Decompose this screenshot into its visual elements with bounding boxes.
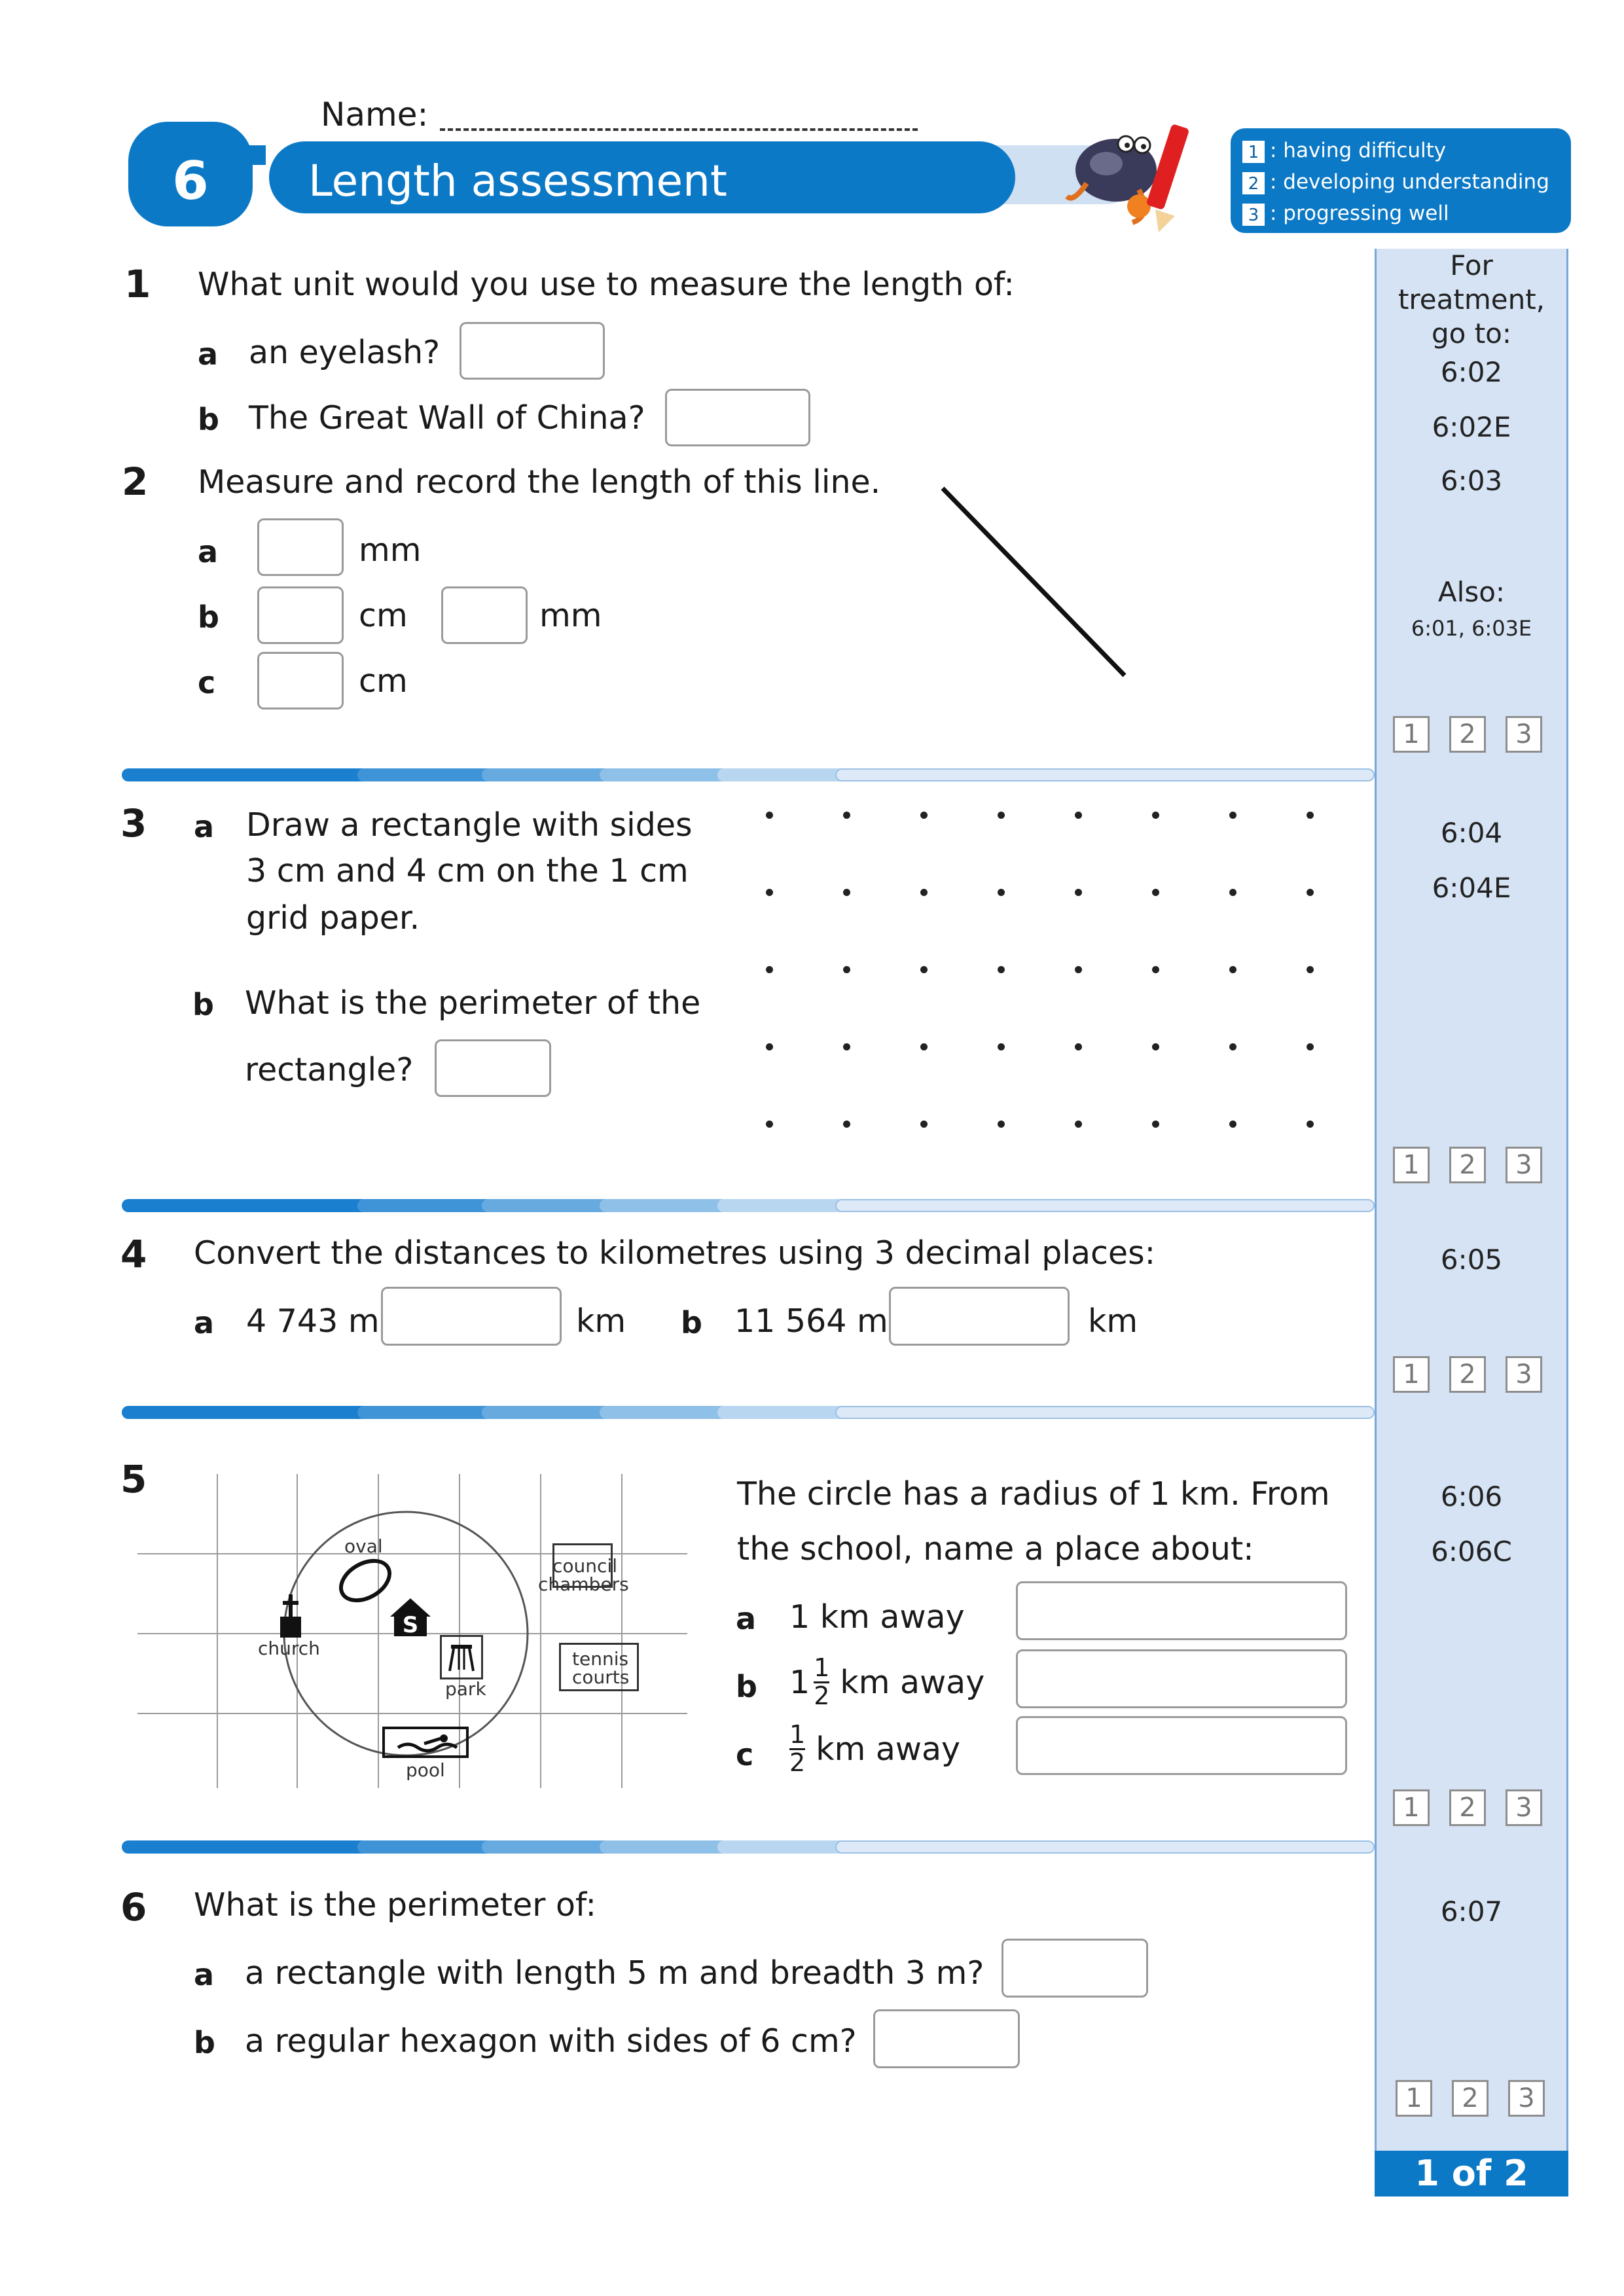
q3b-line1: What is the perimeter of the [245,984,701,1022]
rating-2-q5[interactable]: 2 [1449,1789,1486,1826]
measure-line [936,484,1132,681]
q5c-fraction [789,1719,806,1777]
q2a-mm-box[interactable] [257,518,344,576]
assessment-number: 6 [172,151,209,211]
q4b-value: 11 564 m [734,1302,888,1340]
q4b-answer-box[interactable] [889,1287,1070,1346]
question-6-text: What is the perimeter of: [194,1886,596,1924]
ref-6-02e: 6:02E [1432,411,1511,443]
church-icon [279,1593,302,1639]
q5b-answer-box[interactable] [1016,1649,1347,1708]
svg-text:S: S [402,1612,419,1638]
q1-part-b-text: The Great Wall of China? [249,399,645,437]
section-divider-2 [122,1199,1375,1216]
rating-3-q4[interactable]: 3 [1506,1356,1542,1393]
q6a-text: a rectangle with length 5 m and breadth 3 m? [245,1954,984,1992]
grid-dot [766,1043,773,1050]
title-banner [128,122,1019,226]
grid-dot [1152,1043,1159,1050]
oval-label: oval [344,1535,383,1557]
q5a-text: 1 km away [789,1598,965,1636]
rating-3-q3[interactable]: 3 [1506,1147,1542,1183]
q2b-mm-box[interactable] [441,586,528,644]
ref-6-06: 6:06 [1440,1480,1503,1513]
grid-dot [1229,1043,1236,1050]
ref-6-03: 6:03 [1440,465,1503,497]
question-2-text: Measure and record the length of this line. [198,463,881,501]
town-map [137,1474,687,1795]
also-label: Also: [1437,576,1506,608]
q1-part-b-label: b [198,402,219,437]
q2b-unit-cm: cm [359,597,408,634]
rating-1-q4[interactable]: 1 [1393,1356,1430,1393]
rating-2-q3[interactable]: 2 [1449,1147,1486,1183]
grid-dot [998,966,1005,973]
rating-1-q3[interactable]: 1 [1393,1147,1430,1183]
q1a-answer-box[interactable] [460,322,605,380]
crab-mascot-icon [1060,118,1204,236]
grid-dot [1152,1121,1159,1128]
q6-part-a-label: a [194,1957,215,1992]
grid-dot [1307,1121,1314,1128]
grid-dot [998,1043,1005,1050]
q2c-unit: cm [359,662,408,700]
q3a-line1: Draw a rectangle with sides [246,806,693,844]
legend-box-3: 3 [1242,204,1265,226]
question-5-number: 5 [120,1457,147,1501]
grid-dot [766,966,773,973]
q5-part-c-label: c [736,1737,754,1772]
pool-label: pool [406,1759,445,1781]
grid-dot [843,812,850,819]
rating-3-q6[interactable]: 3 [1508,2080,1545,2117]
q2-part-b-label: b [198,600,219,635]
grid-dot [920,812,928,819]
park-icon [440,1635,483,1679]
grid-dot [920,966,928,973]
also-refs: 6:01, 6:03E [1411,616,1532,641]
q5c-numerator: 1 [789,1719,806,1749]
q1-part-a-label: a [198,336,219,372]
q2-part-c-label: c [198,665,216,700]
question-1-text: What unit would you use to measure the length of: [198,266,1015,303]
q5a-answer-box[interactable] [1016,1581,1347,1640]
q2b-unit-mm: mm [539,597,602,634]
grid-dot [1075,1121,1082,1128]
q1-part-a-text: an eyelash? [249,334,441,371]
q3b-answer-box[interactable] [435,1039,551,1097]
rating-2-q4[interactable]: 2 [1449,1356,1486,1393]
name-label: Name: [321,96,429,134]
q4-part-a-label: a [194,1305,215,1340]
grid-dot [1229,889,1236,896]
q4b-unit: km [1088,1302,1138,1340]
pool-icon [382,1727,469,1758]
q5-text-line2: the school, name a place about: [737,1530,1254,1568]
q1b-answer-box[interactable] [665,389,810,446]
dot-grid-paper[interactable] [766,812,1342,1139]
grid-dot [1075,812,1082,819]
rating-3-q5[interactable]: 3 [1506,1789,1542,1826]
q3-part-a-label: a [194,809,215,844]
grid-dot [998,812,1005,819]
q5-part-a-label: a [736,1601,757,1636]
grid-dot [1075,1043,1082,1050]
grid-dot [1229,966,1236,973]
ref-6-07: 6:07 [1440,1895,1503,1928]
q6-part-b-label: b [194,2025,215,2060]
ref-6-05: 6:05 [1440,1244,1503,1276]
q4a-unit: km [576,1302,626,1340]
q5c-denominator: 2 [789,1748,806,1777]
difficulty-legend [1231,128,1571,233]
council-label-2: chambers [538,1573,629,1595]
legend-text-2: : developing understanding [1270,170,1549,194]
q6b-text: a regular hexagon with sides of 6 cm? [245,2022,857,2060]
q5-text-line1: The circle has a radius of 1 km. From [737,1475,1330,1513]
grid-dot [920,1121,928,1128]
grid-dot [920,1043,928,1050]
q5b-numerator: 1 [814,1653,830,1682]
grid-dot [843,966,850,973]
section-divider-3 [122,1406,1375,1423]
q6a-answer-box[interactable] [1001,1939,1148,1998]
grid-dot [1229,1121,1236,1128]
ref-6-02: 6:02 [1440,356,1503,388]
q4a-value: 4 743 m [246,1302,380,1340]
ref-6-04: 6:04 [1440,817,1503,849]
q2b-cm-box[interactable] [257,586,344,644]
grid-dot [766,812,773,819]
grid-dot [1152,812,1159,819]
grid-dot [843,1121,850,1128]
rating-2-q6[interactable]: 2 [1452,2080,1489,2117]
q2a-unit: mm [359,531,422,569]
park-label: park [445,1678,486,1700]
grid-dot [843,1043,850,1050]
page-indicator: 1 of 2 [1375,2151,1568,2197]
grid-dot [843,889,850,896]
section-divider-1 [122,768,1375,785]
grid-dot [1075,889,1082,896]
ref-6-06c: 6:06C [1431,1535,1512,1568]
treatment-heading: For treatment, go to: [1398,249,1545,350]
q5b-text [789,1649,984,1715]
treatment-sidebar [1375,249,1568,2173]
q5b-rest: km away [840,1663,985,1701]
q3a-line2: 3 cm and 4 cm on the 1 cm [246,852,689,889]
question-6-number: 6 [120,1885,147,1929]
grid-dot [1307,966,1314,973]
council-label-1: council [552,1555,617,1577]
q2-part-a-label: a [198,534,219,569]
rating-1-q6[interactable]: 1 [1396,2080,1432,2117]
grid-dot [1152,889,1159,896]
rating-2-q1[interactable]: 2 [1449,716,1486,753]
q3b-line2: rectangle? [245,1051,414,1088]
grid-dot [1307,889,1314,896]
page-title: Length assessment [308,156,727,206]
q5b-whole: 1 [789,1663,810,1701]
q5c-rest: km away [816,1730,960,1768]
grid-dot [1152,966,1159,973]
question-4-number: 4 [120,1232,147,1276]
q4a-answer-box[interactable] [381,1287,562,1346]
grid-dot [1075,966,1082,973]
grid-dot [1229,812,1236,819]
grid-dot [998,1121,1005,1128]
rating-1-q5[interactable]: 1 [1393,1789,1430,1826]
tennis-label-1: tennis [572,1648,629,1670]
q6b-answer-box[interactable] [873,2009,1020,2068]
question-3-number: 3 [120,801,147,846]
rating-1-q1[interactable]: 1 [1393,716,1430,753]
q5c-answer-box[interactable] [1016,1716,1347,1775]
q3a-line3: grid paper. [246,899,420,937]
legend-box-1: 1 [1242,141,1265,163]
legend-box-2: 2 [1242,172,1265,194]
church-label: church [258,1638,320,1659]
legend-text-3: : progressing well [1270,202,1449,225]
q2c-cm-box[interactable] [257,652,344,709]
school-icon [389,1597,432,1638]
q5-part-b-label: b [736,1669,757,1704]
grid-dot [920,889,928,896]
section-divider-4 [122,1840,1375,1857]
q5b-denominator: 2 [814,1681,830,1710]
legend-text-1: : having difficulty [1270,139,1447,162]
grid-dot [1307,1043,1314,1050]
question-4-text: Convert the distances to kilometres using 3 decimal places: [194,1234,1156,1272]
grid-dot [766,889,773,896]
question-2-number: 2 [122,459,149,504]
grid-dot [998,889,1005,896]
ref-6-04e: 6:04E [1432,872,1511,904]
q4-part-b-label: b [681,1305,702,1340]
oval-icon [335,1555,395,1606]
grid-dot [1307,812,1314,819]
q5c-text [789,1716,960,1782]
rating-3-q1[interactable]: 3 [1506,716,1542,753]
q5b-fraction [814,1655,829,1710]
question-1-number: 1 [124,262,151,306]
tennis-label-2: courts [572,1666,630,1688]
q3-part-b-label: b [192,987,214,1022]
grid-dot [766,1121,773,1128]
